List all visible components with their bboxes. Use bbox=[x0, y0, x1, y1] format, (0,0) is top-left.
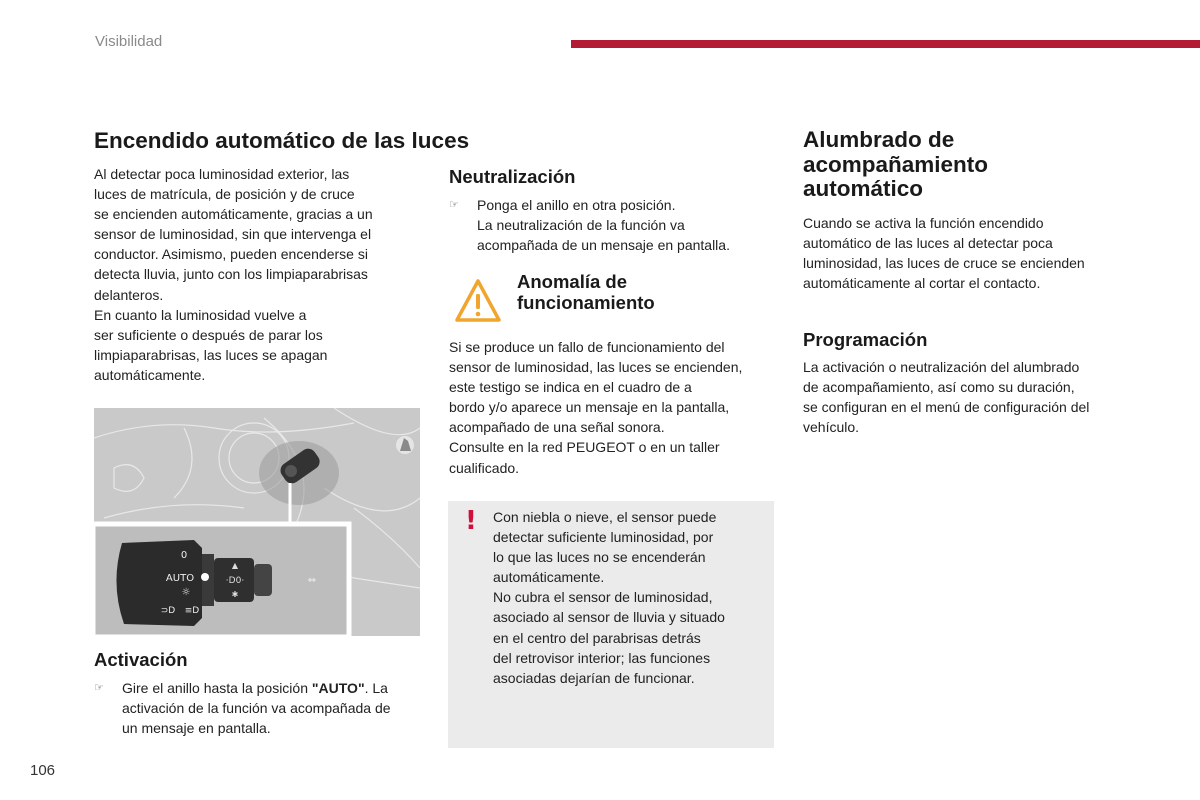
activation-item bbox=[94, 678, 424, 738]
auto-position-label: AUTO bbox=[165, 573, 195, 584]
activation-text: Gire el anillo hasta la posición "AUTO". La activación de la función va acompañada de un mensaje en pantalla. bbox=[122, 680, 391, 737]
programming-heading: Programación bbox=[803, 329, 928, 350]
page-title: Encendido automático de las luces bbox=[94, 128, 470, 153]
svg-text:☼: ☼ bbox=[181, 587, 191, 598]
low-beam-icon: ⊃D bbox=[160, 606, 176, 616]
neutralization-heading: Neutralización bbox=[449, 166, 576, 187]
right-intro: Cuando se activa la función encendido automático de las luces al detectar poca luminosidad, las luces de cruce se encienden automáticamente al cortar el contacto. bbox=[803, 215, 1085, 292]
section-label: Visibilidad bbox=[95, 33, 163, 50]
header-accent-bar bbox=[571, 40, 1200, 48]
svg-text:▲: ▲ bbox=[231, 561, 239, 570]
page-number: 106 bbox=[30, 762, 56, 779]
intro-paragraph: Al detectar poca luminosidad exterior, las luces de matrícula, de posición y de cruce se encienden automáticamente, gracias a un sensor de luminosidad, sin que intervenga el conductor. Asimismo, pueden encenderse si detecta lluvia, junto con los limpiaparabrisas delanteros. En cuanto la luminosidad vuelve a ser suficiente o después de parar los limpiaparabrisas, las luces se apagan automáticamente. bbox=[94, 166, 373, 383]
turn-signal-icon: ⇔ bbox=[307, 575, 317, 586]
programming-text: La activación o neutralización del alumbrado de acompañamiento, así como su duración, se configuran en el menú de configuración del vehículo. bbox=[803, 359, 1090, 436]
svg-text:✱: ✱ bbox=[231, 590, 239, 599]
exclamation-icon: ! bbox=[465, 506, 477, 536]
peugeot-logo-icon bbox=[396, 436, 414, 454]
lighting-stalk-illustration bbox=[94, 408, 420, 636]
neutralization-item bbox=[449, 195, 779, 255]
anomaly-text: Si se produce un fallo de funcionamiento del sensor de luminosidad, las luces se encienden, este testigo se indica en el cuadro de a bordo y/o aparece un mensaje en la pantalla, acompañado de una señal sonora. Consulte en la red PEUGEOT o en un taller cualificado. bbox=[449, 339, 743, 476]
off-position-label: 0 bbox=[180, 550, 188, 561]
svg-text:·D0·: ·D0· bbox=[225, 576, 245, 586]
anomaly-heading: Anomalía de funcionamiento bbox=[517, 271, 655, 313]
high-beam-icon: ≡D bbox=[184, 606, 200, 616]
warning-triangle-icon bbox=[454, 278, 502, 324]
note-text: Con niebla o nieve, el sensor puede detectar suficiente luminosidad, por lo que las luces no se encenderán automáticamente. No cubra el sensor de luminosidad, asociado al sensor de lluvia y situado en el centro del parabrisas detrás del retrovisor interior; las funciones asociadas dejarían de funcionar. bbox=[493, 509, 725, 686]
activation-heading: Activación bbox=[94, 649, 188, 670]
right-title: Alumbrado de acompañamiento automático bbox=[803, 127, 989, 201]
pointer-bullet-icon: ☞ bbox=[449, 199, 459, 211]
neutralization-text: Ponga el anillo en otra posición. La neutralización de la función va acompañada de un mensaje en pantalla. bbox=[477, 197, 730, 254]
pointer-bullet-icon: ☞ bbox=[94, 682, 104, 694]
